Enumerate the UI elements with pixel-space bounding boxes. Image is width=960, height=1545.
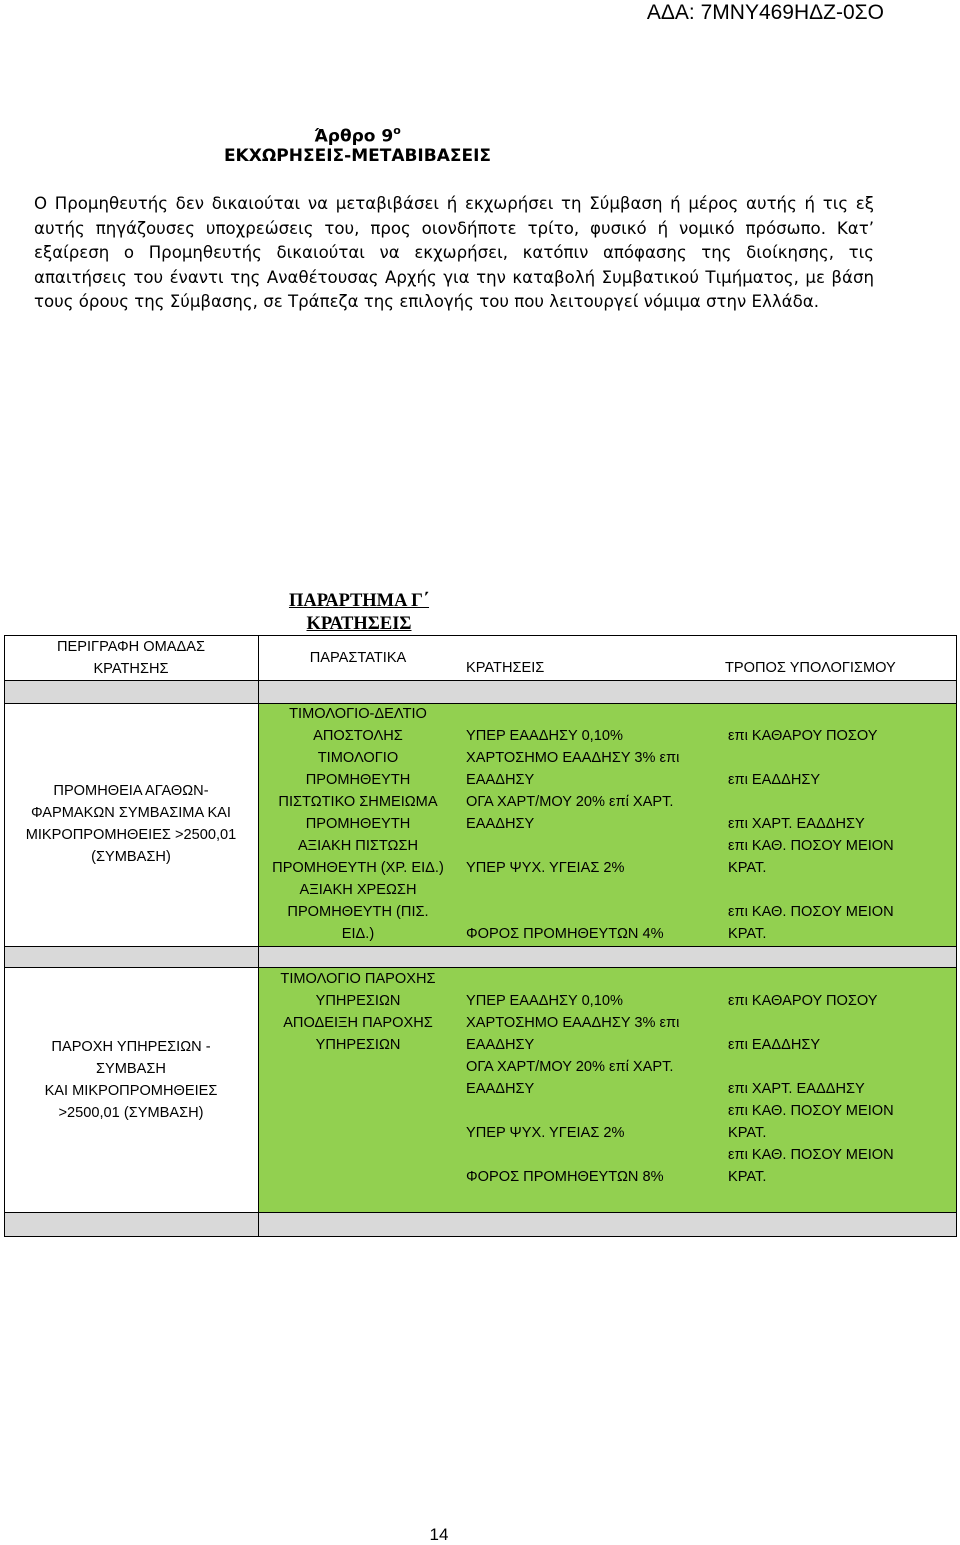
cell-line: ΟΓΑ ΧΑΡΤ/ΜΟΥ 20% επί ΧΑΡΤ.	[466, 1059, 674, 1075]
group1-method	[728, 703, 894, 945]
cell-line: ΥΠΕΡ ΕΑΑΔΗΣΥ 0,10%	[466, 993, 623, 1009]
cell-line: επι ΚΑΘΑΡΟΥ ΠΟΣΟΥ	[728, 993, 878, 1009]
header-group-line: ΠΕΡΙΓΡΑΦΗ ΟΜΑΔΑΣ	[56, 639, 206, 655]
header-deductions: ΚΡΑΤΗΣΕΙΣ	[466, 660, 545, 676]
cell-line: ΠΑΡΟΧΗ ΥΠΗΡΕΣΙΩΝ -	[51, 1039, 211, 1055]
cell-line	[728, 1012, 894, 1034]
table-border	[4, 1236, 957, 1237]
cell-line	[466, 901, 679, 923]
group2-spacer-row	[4, 1212, 957, 1237]
header-method: ΤΡΟΠΟΣ ΥΠΟΛΟΓΙΣΜΟΥ	[725, 660, 896, 676]
cell-line: επι ΧΑΡΤ. ΕΑΔΔΗΣΥ	[728, 816, 865, 832]
cell-line: ΧΑΡΤΟΣΗΜΟ ΕΑΑΔΗΣΥ 3% επι	[466, 1015, 680, 1031]
table-border	[4, 946, 957, 947]
cell-line: ΑΞΙΑΚΗ ΧΡΕΩΣΗ	[299, 882, 417, 898]
cell-line	[728, 968, 894, 990]
group1-deductions	[466, 703, 679, 945]
group1-spacer-row	[4, 946, 957, 967]
cell-line	[466, 968, 679, 990]
cell-line: (ΣΥΜΒΑΣΗ)	[91, 849, 171, 865]
cell-line: >2500,01 (ΣΥΜΒΑΣΗ)	[58, 1105, 204, 1121]
cell-line: ΥΠΕΡ ΨΥΧ. ΥΓΕΙΑΣ 2%	[466, 860, 625, 876]
cell-line: επι ΕΑΔΔΗΣΥ	[728, 772, 821, 788]
group1-description	[4, 780, 258, 868]
cell-line: ΜΙΚΡΟΠΡΟΜΗΘΕΙΕΣ >2500,01	[25, 827, 237, 843]
cell-line: ΦΟΡΟΣ ΠΡΟΜΗΘΕΥΤΩΝ 4%	[466, 926, 664, 942]
cell-line: επι ΚΑΘ. ΠΟΣΟΥ ΜΕΙΟΝ	[728, 838, 894, 854]
cell-line	[728, 1056, 894, 1078]
deductions-table	[4, 635, 957, 1237]
cell-line	[466, 1144, 679, 1166]
cell-line: ΠΡΟΜΗΘΕΥΤΗ	[305, 816, 411, 832]
cell-line: ΦΟΡΟΣ ΠΡΟΜΗΘΕΥΤΩΝ 8%	[466, 1169, 664, 1185]
cell-line: ΚΡΑΤ.	[728, 1125, 767, 1141]
cell-line: ΣΥΜΒΑΣΗ	[96, 1061, 166, 1077]
cell-line: επι ΚΑΘ. ΠΟΣΟΥ ΜΕΙΟΝ	[728, 1103, 894, 1119]
cell-line: ΤΙΜΟΛΟΓΙΟ	[317, 750, 399, 766]
cell-line: επι ΚΑΘ. ΠΟΣΟΥ ΜΕΙΟΝ	[728, 904, 894, 920]
article-number-ordinal: ο	[393, 124, 401, 137]
annex-subtitle: ΚΡΑΤΗΣΕΙΣ	[306, 614, 412, 634]
table-border	[4, 635, 5, 1237]
cell-line	[466, 835, 679, 857]
group1-documents	[258, 703, 458, 945]
cell-line: ΥΠΗΡΕΣΙΩΝ	[315, 1037, 401, 1053]
cell-line: ΥΠΕΡ ΨΥΧ. ΥΓΕΙΑΣ 2%	[466, 1125, 625, 1141]
article-body: Ο Προμηθευτής δεν δικαιούται να μεταβιβάσει ή εκχωρήσει τη Σύμβαση ή μέρος αυτής ή τις εξ αυτής πηγάζουσες υποχρεώσεις του, προς οιονδήποτε τρίτο, φυσικό ή νομικό πρόσωπο. Κατ’ εξαίρεση ο Προμηθευτής δικαιούται να εκχωρήσει, κατόπιν απόφασης της διοίκησης, τις απαιτήσεις του έναντι της Αναθέτουσας Αρχής για την καταβολή Συμβατικού Τιμήματος, με βάση τους όρους της Σύμβασης, σε Τράπεζα της επιλογής του που λειτουργεί νόμιμα στην Ελλάδα.	[34, 194, 874, 311]
cell-line: επι ΚΑΘΑΡΟΥ ΠΟΣΟΥ	[728, 728, 878, 744]
cell-line: ΕΑΑΔΗΣΥ	[466, 816, 535, 832]
cell-line	[728, 791, 894, 813]
cell-line: ΦΑΡΜΑΚΩΝ ΣΥΜΒΑΣΙΜΑ ΚΑΙ	[31, 805, 231, 821]
table-border	[956, 635, 957, 1237]
cell-line	[728, 703, 894, 725]
article-title: ΕΚΧΩΡΗΣΕΙΣ-ΜΕΤΑΒΙΒΑΣΕΙΣ	[223, 146, 492, 166]
cell-line: ΑΠΟΔΕΙΞΗ ΠΑΡΟΧΗΣ	[283, 1015, 433, 1031]
group2-documents	[258, 968, 458, 1056]
cell-line	[466, 703, 679, 725]
ada-code: ΑΔΑ: 7ΜΝΥ469ΗΔΖ-0ΣΟ	[646, 1, 884, 24]
cell-line: ΧΑΡΤΟΣΗΜΟ ΕΑΑΔΗΣΥ 3% επι	[466, 750, 680, 766]
header-group-description	[4, 636, 258, 680]
cell-line: ΠΡΟΜΗΘΕΥΤΗ (ΠΙΣ.	[287, 904, 429, 920]
cell-line: επι ΧΑΡΤ. ΕΑΔΔΗΣΥ	[728, 1081, 865, 1097]
table-border	[4, 1212, 957, 1213]
header-group-line: ΚΡΑΤΗΣΗΣ	[93, 661, 169, 677]
cell-line: ΕΑΑΔΗΣΥ	[466, 1081, 535, 1097]
cell-line: ΚΑΙ ΜΙΚΡΟΠΡΟΜΗΘΕΙΕΣ	[44, 1083, 218, 1099]
cell-line: ΕΙΔ.)	[341, 926, 375, 942]
cell-line: ΑΞΙΑΚΗ ΠΙΣΤΩΣΗ	[297, 838, 419, 854]
cell-line: ΚΡΑΤ.	[728, 926, 767, 942]
page-number: 14	[429, 1525, 449, 1544]
cell-line: ΑΠΟΣΤΟΛΗΣ	[313, 728, 403, 744]
header-spacer-row	[4, 680, 957, 703]
cell-line: ΥΠΕΡ ΕΑΑΔΗΣΥ 0,10%	[466, 728, 623, 744]
cell-line: ΠΡΟΜΗΘΕΙΑ ΑΓΑΘΩΝ-	[53, 783, 209, 799]
cell-line: ΥΠΗΡΕΣΙΩΝ	[315, 993, 401, 1009]
cell-line: ΕΑΑΔΗΣΥ	[466, 772, 535, 788]
group2-description	[4, 1036, 258, 1124]
cell-line: ΚΡΑΤ.	[728, 1169, 767, 1185]
cell-line: ΚΡΑΤ.	[728, 860, 767, 876]
cell-line: επι ΚΑΘ. ΠΟΣΟΥ ΜΕΙΟΝ	[728, 1147, 894, 1163]
cell-line: επι ΕΑΔΔΗΣΥ	[728, 1037, 821, 1053]
cell-line: ΕΑΑΔΗΣΥ	[466, 1037, 535, 1053]
group2-deductions	[466, 968, 679, 1188]
header-documents: ΠΑΡΑΣΤΑΤΙΚΑ	[309, 650, 407, 666]
table-border	[4, 680, 957, 681]
article-number-text: Άρθρο 9	[314, 126, 394, 147]
cell-line: ΠΡΟΜΗΘΕΥΤΗ	[305, 772, 411, 788]
cell-line: ΠΡΟΜΗΘΕΥΤΗ (ΧΡ. ΕΙΔ.)	[272, 860, 444, 876]
cell-line: ΠΙΣΤΩΤΙΚΟ ΣΗΜΕΙΩΜΑ	[278, 794, 438, 810]
cell-line	[466, 1100, 679, 1122]
annex-title: ΠΑΡΑΡΤΗΜΑ Γ΄	[288, 591, 430, 611]
cell-line	[728, 747, 894, 769]
cell-line	[466, 879, 679, 901]
cell-line: ΤΙΜΟΛΟΓΙΟ-ΔΕΛΤΙΟ	[289, 706, 427, 722]
cell-line: ΤΙΜΟΛΟΓΙΟ ΠΑΡΟΧΗΣ	[280, 971, 436, 987]
group2-method	[728, 968, 894, 1188]
cell-line	[728, 879, 894, 901]
cell-line: ΟΓΑ ΧΑΡΤ/ΜΟΥ 20% επί ΧΑΡΤ.	[466, 794, 674, 810]
